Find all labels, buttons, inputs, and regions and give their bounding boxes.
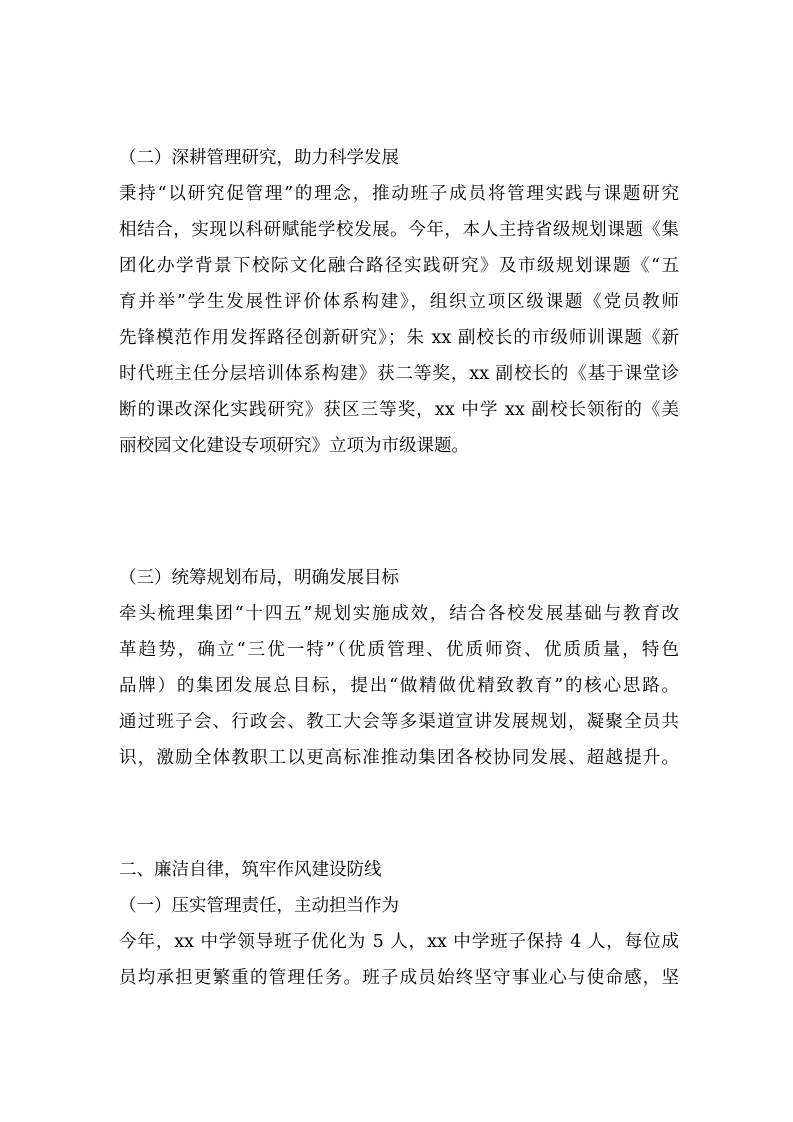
paragraph-line: 员均承担更繁重的管理任务。班子成员始终坚守事业心与使命感，坚 (119, 968, 679, 988)
section-research (119, 140, 679, 464)
chapter-heading: 二、廉洁自律，筑牢作风建设防线 (119, 860, 382, 880)
paragraph-line: 先锋模范作用发挥路径创新研究》；朱 xx 副校长的市级师训课题《新 (119, 328, 679, 348)
paragraph-line: 断的课改深化实践研究》获区三等奖，xx 中学 xx 副校长领衔的《美 (119, 400, 679, 420)
paragraph-line: 今年，xx 中学领导班子优化为 5 人，xx 中学班子保持 4 人，每位成 (119, 932, 679, 952)
section-heading: （一）压实管理责任，主动担当作为 (119, 896, 399, 916)
paragraph-line: 团化办学背景下校际文化融合路径实践研究》及市级规划课题《“五 (119, 256, 679, 276)
paragraph-line: 革趋势，确立“三优一特”（优质管理、优质师资、优质质量，特色 (119, 640, 679, 660)
section-heading: （三）统筹规划布局，明确发展目标 (119, 568, 399, 588)
paragraph-line: 秉持“以研究促管理”的理念，推动班子成员将管理实践与课题研究 (119, 184, 679, 204)
paragraph-line: 时代班主任分层培训体系构建》获二等奖，xx 副校长的《基于课堂诊 (119, 364, 679, 384)
paragraph-line: 识，激励全体教职工以更高标准推动集团各校协同发展、超越提升。 (119, 748, 679, 768)
paragraph-line: 丽校园文化建设专项研究》立项为市级课题。 (119, 436, 469, 456)
paragraph-line: 品牌）的集团发展总目标，提出“做精做优精致教育”的核心思路。 (119, 676, 679, 696)
section-heading: （二）深耕管理研究，助力科学发展 (119, 148, 399, 168)
section-integrity (119, 852, 679, 996)
paragraph-line: 育并举”学生发展性评价体系构建》，组织立项区级课题《党员教师 (119, 292, 679, 312)
paragraph-line: 牵头梳理集团“十四五”规划实施成效，结合各校发展基础与教育改 (119, 604, 679, 624)
paragraph-line: 通过班子会、行政会、教工大会等多渠道宣讲发展规划，凝聚全员共 (119, 712, 679, 732)
section-planning (119, 560, 679, 776)
paragraph-line: 相结合，实现以科研赋能学校发展。今年，本人主持省级规划课题《集 (119, 220, 679, 240)
